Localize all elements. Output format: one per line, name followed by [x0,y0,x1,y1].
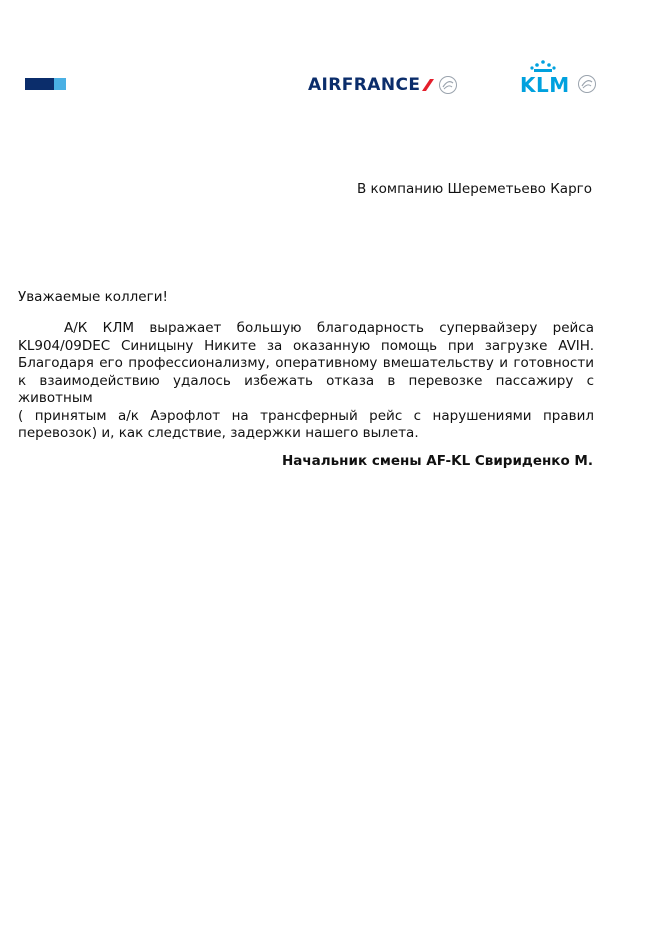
klm-logo [519,60,601,100]
airfrance-logo [308,71,458,99]
body-paragraph: А/К КЛМ выражает большую благодарность супервайзеру рейса KL904/09DEC Синицыну Никите за оказанную помощь при загрузке AVIH. Благодаря его профессионализму, оперативному вмешательству и готовности к взаимодействию удалось избежать отказа в перевозке пассажиру с животным [18,320,594,406]
header-stripe [25,78,66,90]
klm-logo-text: KLM [520,73,570,97]
klm-crown-icon [529,60,557,74]
skyteam-icon [438,75,458,95]
signature: Начальник смены AF-KL Свириденко М. [281,453,593,469]
header-stripe-light [54,78,66,90]
recipient-line: В компанию Шереметьево Карго [356,181,592,197]
airfrance-swoosh-icon [421,77,435,93]
skyteam-icon [577,74,597,94]
header-stripe-dark [25,78,54,90]
greeting: Уважаемые коллеги! [18,289,168,305]
airfrance-logo-text: AIRFRANCE [308,75,421,95]
body-paragraph: ( принятым а/к Аэрофлот на трансферный рейс с нарушениями правил перевозок) и, как следствие, задержки нашего вылета. [18,407,594,441]
letter-body [18,320,594,443]
